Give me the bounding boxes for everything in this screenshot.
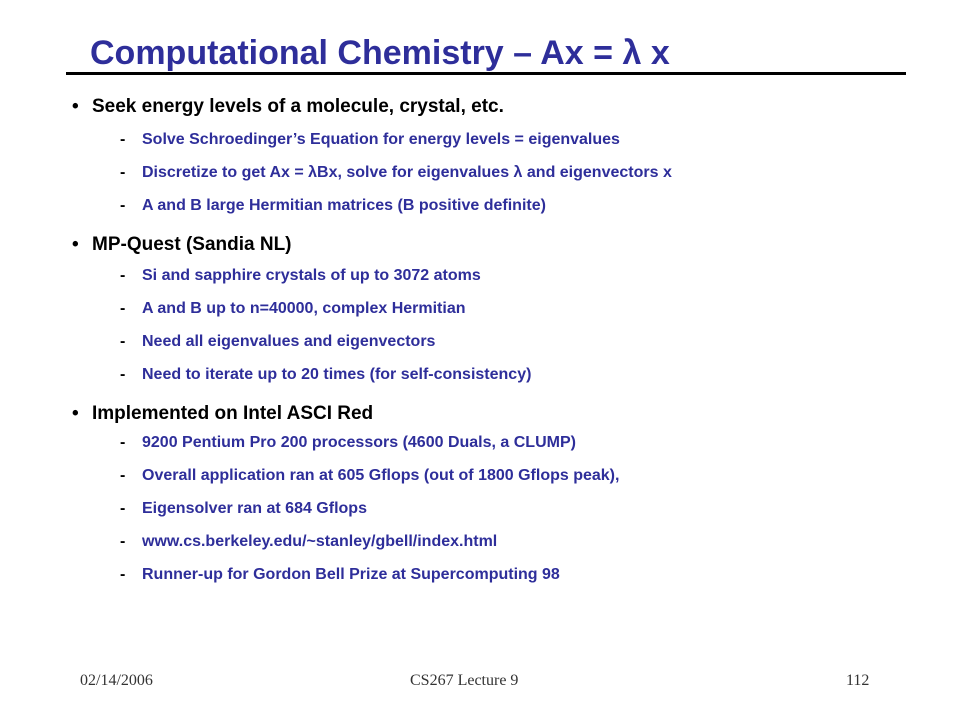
dash-marker: - <box>120 131 126 148</box>
sub-item-text: Solve Schroedinger’s Equation for energy levels = eigenvalues <box>142 131 620 148</box>
sub-item <box>120 466 619 486</box>
dash-marker: - <box>120 164 126 181</box>
bullet-marker: • <box>72 96 79 117</box>
dash-marker: - <box>120 333 126 350</box>
sub-item <box>120 332 435 352</box>
bullet-text: Implemented on Intel ASCI Red <box>92 403 374 424</box>
sub-item-text: A and B up to n=40000, complex Hermitian <box>142 300 466 317</box>
sub-item-text: Discretize to get Ax = λBx, solve for eigenvalues λ and eigenvectors x <box>142 164 672 181</box>
bullet-text: Seek energy levels of a molecule, crystal, etc. <box>92 96 504 117</box>
bullet-text: MP-Quest (Sandia NL) <box>92 234 292 255</box>
sub-item <box>120 266 481 286</box>
dash-marker: - <box>120 533 126 550</box>
sub-item-text: Overall application ran at 605 Gflops (out of 1800 Gflops peak), <box>142 467 620 484</box>
footer-date: 02/14/2006 <box>80 672 153 689</box>
footer-page-number: 112 <box>846 672 870 689</box>
sub-item-text: 9200 Pentium Pro 200 processors (4600 Duals, a CLUMP) <box>142 434 576 451</box>
sub-item-text: Runner-up for Gordon Bell Prize at Supercomputing 98 <box>142 566 560 583</box>
sub-item-text: A and B large Hermitian matrices (B positive definite) <box>142 197 546 214</box>
sub-item <box>120 130 620 150</box>
sub-item-text: Si and sapphire crystals of up to 3072 atoms <box>142 267 481 284</box>
bullet-mp-quest <box>72 234 292 256</box>
footer-course: CS267 Lecture 9 <box>410 672 519 689</box>
dash-marker: - <box>120 500 126 517</box>
bullet-marker: • <box>72 234 79 255</box>
bullet-asci-red <box>72 403 373 425</box>
sub-item <box>120 299 466 319</box>
sub-item-text: Eigensolver ran at 684 Gflops <box>142 500 367 517</box>
sub-item <box>120 163 672 183</box>
dash-marker: - <box>120 566 126 583</box>
sub-item <box>120 565 560 585</box>
dash-marker: - <box>120 467 126 484</box>
dash-marker: - <box>120 197 126 214</box>
sub-item <box>120 433 576 453</box>
slide-title: Computational Chemistry – Ax = λ x <box>90 34 670 72</box>
dash-marker: - <box>120 434 126 451</box>
dash-marker: - <box>120 267 126 284</box>
sub-item <box>120 499 367 519</box>
dash-marker: - <box>120 366 126 383</box>
sub-item <box>120 196 546 216</box>
sub-item-text: Need all eigenvalues and eigenvectors <box>142 333 436 350</box>
bullet-energy-levels <box>72 96 504 118</box>
sub-item-url <box>120 532 497 552</box>
url-text[interactable]: www.cs.berkeley.edu/~stanley/gbell/index.html <box>142 533 498 550</box>
bullet-marker: • <box>72 403 79 424</box>
dash-marker: - <box>120 300 126 317</box>
sub-item-text: Need to iterate up to 20 times (for self-consistency) <box>142 366 532 383</box>
sub-item <box>120 365 531 385</box>
